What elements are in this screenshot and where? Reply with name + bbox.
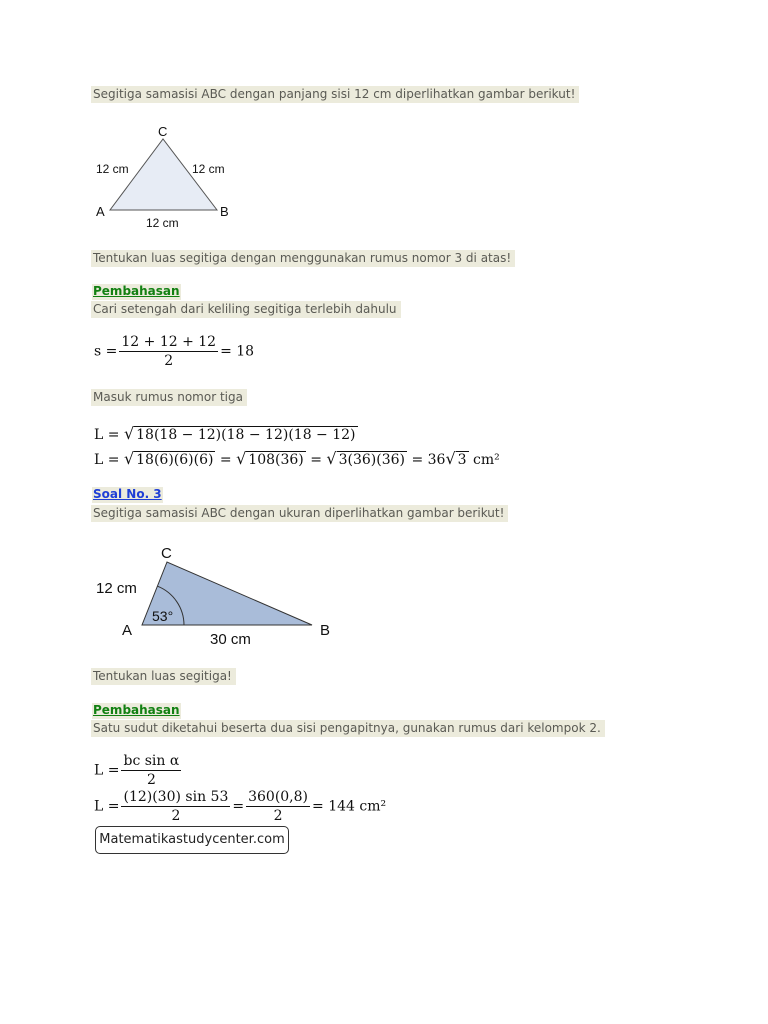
- equilateral-triangle-figure: [90, 122, 250, 232]
- eq-s-denominator: 2: [164, 353, 174, 369]
- watermark-box: Matematikastudycenter.com: [95, 826, 289, 854]
- eq-l1-lhs: L =: [94, 427, 120, 443]
- eq-l2-equals-2: =: [310, 452, 322, 468]
- vertex-c-label-2: C: [161, 545, 172, 562]
- equation-heron-2: L = √ 18(6)(6)(6) = √ 108(36) = √ 3(36)(36) = 36√ 3 cm²: [94, 449, 500, 468]
- side-ab-label: 12 cm: [146, 216, 179, 230]
- eq-l2-lhs: L =: [94, 452, 120, 468]
- eq-l1-radicand: 18(18 − 12)(18 − 12)(18 − 12): [136, 427, 356, 443]
- problem-intro-3: Segitiga samasisi ABC dengan ukuran diperlihatkan gambar berikut!: [91, 505, 508, 522]
- side-ac-label: 12 cm: [96, 162, 129, 176]
- eq-b-denominator-1: 2: [171, 808, 181, 824]
- vertex-c-label: C: [158, 124, 168, 139]
- eq-b-numerator-1: (12)(30) sin 53: [123, 789, 229, 805]
- problem-intro-1: Segitiga samasisi ABC dengan panjang sisi 12 cm diperlihatkan gambar berikut!: [91, 86, 579, 103]
- solution-heading-1: Pembahasan: [93, 284, 180, 298]
- vertex-b-label-2: B: [320, 622, 331, 639]
- eq-l2-radicand-2: 108(36): [248, 452, 304, 468]
- question-3: Tentukan luas segitiga!: [91, 668, 236, 685]
- side-ac-label-2: 12 cm: [96, 580, 137, 597]
- equation-area-formula: [94, 753, 183, 788]
- eq-s-fraction: [119, 334, 218, 369]
- eq-s-rhs: = 18: [220, 343, 255, 360]
- eq-b-denominator-2: 2: [273, 808, 283, 824]
- eq-a-fraction: [121, 753, 181, 788]
- solution-step-3: Satu sudut diketahui beserta dua sisi pengapitnya, gunakan rumus dari kelompok 2.: [91, 720, 605, 737]
- eq-b-numerator-2: 360(0,8): [248, 789, 309, 805]
- vertex-a-label-2: A: [122, 622, 133, 639]
- eq-l2-equals-1: =: [219, 452, 232, 468]
- eq-l2-equals-3: = 36: [411, 452, 446, 468]
- solution-heading-3: Pembahasan: [93, 703, 180, 717]
- problem-heading-3: Soal No. 3: [93, 487, 162, 501]
- solution-step-1: Cari setengah dari keliling segitiga terlebih dahulu: [91, 301, 401, 318]
- eq-b-rhs: = 144 cm²: [312, 798, 387, 815]
- sas-triangle-figure: [90, 540, 350, 650]
- side-ab-label-2: 30 cm: [210, 631, 251, 648]
- eq-l2-radicand-4: 3: [457, 452, 467, 468]
- eq-l2-radicand-3: 3(36)(36): [338, 452, 405, 468]
- eq-a-denominator: 2: [146, 772, 156, 788]
- angle-label: 53°: [152, 608, 174, 624]
- side-bc-label: 12 cm: [192, 162, 225, 176]
- eq-b-fraction-1: [121, 789, 230, 824]
- equation-area-result: [94, 789, 386, 824]
- solution-step-2: Masuk rumus nomor tiga: [91, 389, 247, 406]
- eq-a-numerator: bc sin α: [123, 753, 180, 769]
- eq-b-lhs: L =: [94, 798, 120, 815]
- eq-b-equals: =: [232, 798, 245, 815]
- eq-b-fraction-2: [246, 789, 310, 824]
- equation-s: [94, 334, 254, 369]
- vertex-a-label: A: [96, 204, 105, 219]
- eq-s-lhs: s =: [94, 343, 118, 360]
- equation-heron-1: L = √ 18(18 − 12)(18 − 12)(18 − 12): [94, 424, 356, 443]
- eq-l2-radicand-1: 18(6)(6)(6): [136, 452, 214, 468]
- eq-a-lhs: L =: [94, 762, 120, 779]
- vertex-b-label: B: [220, 204, 229, 219]
- eq-s-numerator: 12 + 12 + 12: [121, 334, 217, 350]
- question-1: Tentukan luas segitiga dengan menggunakan rumus nomor 3 di atas!: [91, 250, 515, 267]
- eq-l2-unit: cm²: [473, 452, 500, 468]
